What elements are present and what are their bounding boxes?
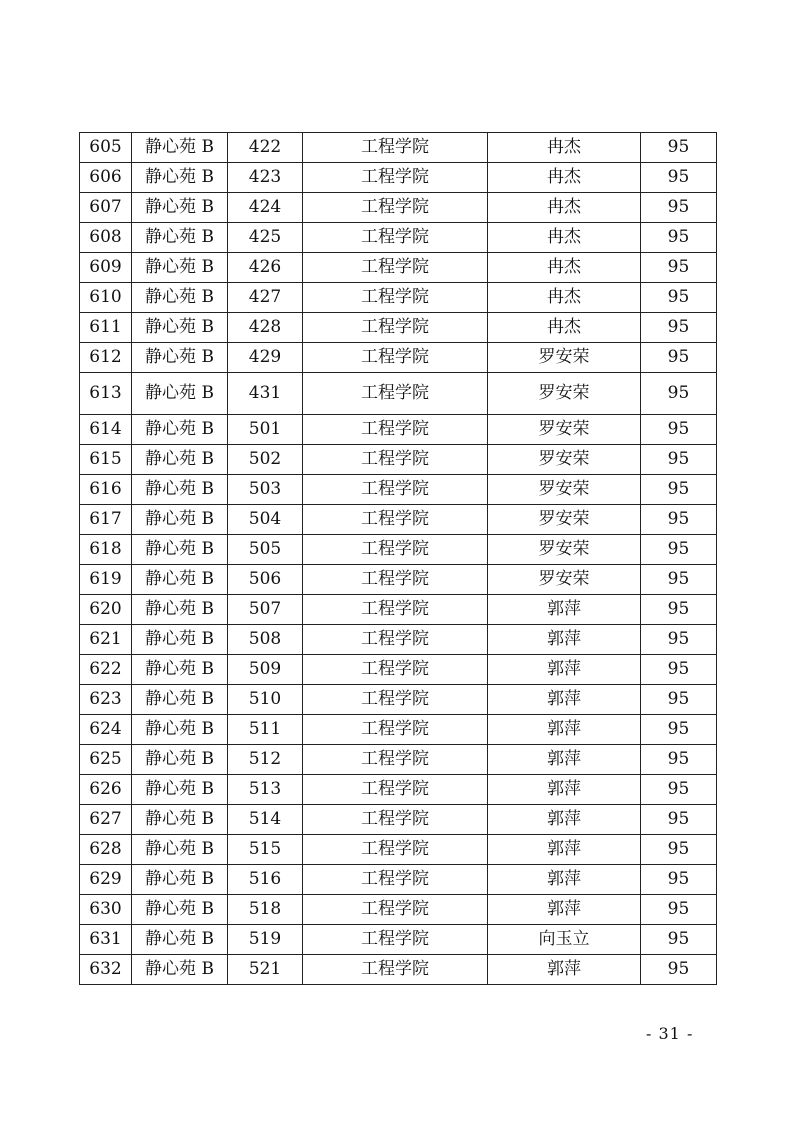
cell-index: 621 bbox=[80, 625, 132, 655]
cell-building: 静心苑 B bbox=[132, 565, 228, 595]
cell-building: 静心苑 B bbox=[132, 745, 228, 775]
cell-index: 627 bbox=[80, 805, 132, 835]
cell-score: 95 bbox=[641, 715, 717, 745]
cell-score: 95 bbox=[641, 685, 717, 715]
cell-score: 95 bbox=[641, 775, 717, 805]
cell-person: 郭萍 bbox=[488, 955, 641, 985]
cell-room: 507 bbox=[228, 595, 303, 625]
table-row bbox=[80, 655, 717, 685]
cell-college: 工程学院 bbox=[303, 565, 488, 595]
cell-score: 95 bbox=[641, 163, 717, 193]
cell-room: 428 bbox=[228, 313, 303, 343]
cell-room: 511 bbox=[228, 715, 303, 745]
cell-score: 95 bbox=[641, 745, 717, 775]
cell-room: 503 bbox=[228, 475, 303, 505]
cell-building: 静心苑 B bbox=[132, 715, 228, 745]
cell-person: 罗安荣 bbox=[488, 565, 641, 595]
cell-room: 425 bbox=[228, 223, 303, 253]
cell-building: 静心苑 B bbox=[132, 163, 228, 193]
table-row bbox=[80, 163, 717, 193]
cell-building: 静心苑 B bbox=[132, 655, 228, 685]
cell-person: 郭萍 bbox=[488, 775, 641, 805]
cell-score: 95 bbox=[641, 625, 717, 655]
table-row bbox=[80, 535, 717, 565]
cell-college: 工程学院 bbox=[303, 445, 488, 475]
cell-score: 95 bbox=[641, 343, 717, 373]
cell-college: 工程学院 bbox=[303, 475, 488, 505]
cell-room: 423 bbox=[228, 163, 303, 193]
cell-score: 95 bbox=[641, 283, 717, 313]
cell-person: 罗安荣 bbox=[488, 475, 641, 505]
cell-person: 罗安荣 bbox=[488, 535, 641, 565]
cell-building: 静心苑 B bbox=[132, 313, 228, 343]
cell-person: 冉杰 bbox=[488, 223, 641, 253]
cell-college: 工程学院 bbox=[303, 253, 488, 283]
cell-index: 626 bbox=[80, 775, 132, 805]
cell-building: 静心苑 B bbox=[132, 133, 228, 163]
table-body bbox=[80, 133, 717, 985]
cell-building: 静心苑 B bbox=[132, 955, 228, 985]
cell-building: 静心苑 B bbox=[132, 343, 228, 373]
cell-room: 509 bbox=[228, 655, 303, 685]
cell-index: 618 bbox=[80, 535, 132, 565]
table-row bbox=[80, 193, 717, 223]
cell-room: 502 bbox=[228, 445, 303, 475]
table-row bbox=[80, 415, 717, 445]
cell-index: 619 bbox=[80, 565, 132, 595]
table-row bbox=[80, 775, 717, 805]
cell-college: 工程学院 bbox=[303, 223, 488, 253]
cell-room: 505 bbox=[228, 535, 303, 565]
cell-person: 郭萍 bbox=[488, 655, 641, 685]
cell-index: 631 bbox=[80, 925, 132, 955]
cell-building: 静心苑 B bbox=[132, 445, 228, 475]
cell-college: 工程学院 bbox=[303, 685, 488, 715]
cell-score: 95 bbox=[641, 505, 717, 535]
table-row bbox=[80, 505, 717, 535]
cell-person: 郭萍 bbox=[488, 865, 641, 895]
cell-index: 624 bbox=[80, 715, 132, 745]
table-row bbox=[80, 445, 717, 475]
cell-room: 510 bbox=[228, 685, 303, 715]
cell-room: 426 bbox=[228, 253, 303, 283]
cell-index: 623 bbox=[80, 685, 132, 715]
cell-college: 工程学院 bbox=[303, 343, 488, 373]
cell-index: 615 bbox=[80, 445, 132, 475]
table-row bbox=[80, 835, 717, 865]
cell-room: 519 bbox=[228, 925, 303, 955]
cell-index: 611 bbox=[80, 313, 132, 343]
cell-room: 501 bbox=[228, 415, 303, 445]
cell-index: 612 bbox=[80, 343, 132, 373]
cell-building: 静心苑 B bbox=[132, 835, 228, 865]
cell-college: 工程学院 bbox=[303, 373, 488, 415]
cell-building: 静心苑 B bbox=[132, 193, 228, 223]
cell-person: 郭萍 bbox=[488, 805, 641, 835]
cell-person: 郭萍 bbox=[488, 745, 641, 775]
cell-index: 628 bbox=[80, 835, 132, 865]
cell-college: 工程学院 bbox=[303, 535, 488, 565]
cell-college: 工程学院 bbox=[303, 163, 488, 193]
cell-college: 工程学院 bbox=[303, 745, 488, 775]
cell-building: 静心苑 B bbox=[132, 223, 228, 253]
cell-score: 95 bbox=[641, 193, 717, 223]
cell-building: 静心苑 B bbox=[132, 415, 228, 445]
cell-person: 冉杰 bbox=[488, 163, 641, 193]
cell-college: 工程学院 bbox=[303, 283, 488, 313]
table-row bbox=[80, 373, 717, 415]
cell-college: 工程学院 bbox=[303, 775, 488, 805]
cell-college: 工程学院 bbox=[303, 835, 488, 865]
cell-room: 431 bbox=[228, 373, 303, 415]
cell-college: 工程学院 bbox=[303, 715, 488, 745]
cell-index: 605 bbox=[80, 133, 132, 163]
cell-room: 515 bbox=[228, 835, 303, 865]
cell-room: 427 bbox=[228, 283, 303, 313]
cell-index: 625 bbox=[80, 745, 132, 775]
cell-person: 罗安荣 bbox=[488, 373, 641, 415]
table-row bbox=[80, 343, 717, 373]
cell-index: 610 bbox=[80, 283, 132, 313]
cell-score: 95 bbox=[641, 565, 717, 595]
cell-college: 工程学院 bbox=[303, 595, 488, 625]
cell-building: 静心苑 B bbox=[132, 775, 228, 805]
cell-person: 罗安荣 bbox=[488, 415, 641, 445]
cell-index: 630 bbox=[80, 895, 132, 925]
cell-building: 静心苑 B bbox=[132, 505, 228, 535]
cell-person: 冉杰 bbox=[488, 313, 641, 343]
cell-score: 95 bbox=[641, 955, 717, 985]
cell-room: 422 bbox=[228, 133, 303, 163]
cell-index: 614 bbox=[80, 415, 132, 445]
cell-index: 608 bbox=[80, 223, 132, 253]
cell-building: 静心苑 B bbox=[132, 895, 228, 925]
cell-score: 95 bbox=[641, 925, 717, 955]
cell-index: 607 bbox=[80, 193, 132, 223]
cell-index: 609 bbox=[80, 253, 132, 283]
table-row bbox=[80, 865, 717, 895]
cell-index: 617 bbox=[80, 505, 132, 535]
cell-index: 616 bbox=[80, 475, 132, 505]
cell-person: 郭萍 bbox=[488, 895, 641, 925]
cell-room: 514 bbox=[228, 805, 303, 835]
cell-score: 95 bbox=[641, 253, 717, 283]
table-row bbox=[80, 745, 717, 775]
cell-person: 向玉立 bbox=[488, 925, 641, 955]
table-row bbox=[80, 133, 717, 163]
cell-person: 冉杰 bbox=[488, 193, 641, 223]
cell-score: 95 bbox=[641, 313, 717, 343]
table-row bbox=[80, 565, 717, 595]
cell-building: 静心苑 B bbox=[132, 475, 228, 505]
cell-college: 工程学院 bbox=[303, 505, 488, 535]
cell-college: 工程学院 bbox=[303, 625, 488, 655]
table-row bbox=[80, 223, 717, 253]
cell-college: 工程学院 bbox=[303, 655, 488, 685]
cell-score: 95 bbox=[641, 835, 717, 865]
cell-score: 95 bbox=[641, 895, 717, 925]
cell-college: 工程学院 bbox=[303, 925, 488, 955]
cell-score: 95 bbox=[641, 445, 717, 475]
cell-building: 静心苑 B bbox=[132, 805, 228, 835]
cell-score: 95 bbox=[641, 865, 717, 895]
cell-building: 静心苑 B bbox=[132, 535, 228, 565]
cell-building: 静心苑 B bbox=[132, 373, 228, 415]
table-row bbox=[80, 925, 717, 955]
cell-building: 静心苑 B bbox=[132, 595, 228, 625]
cell-college: 工程学院 bbox=[303, 313, 488, 343]
cell-room: 504 bbox=[228, 505, 303, 535]
cell-room: 516 bbox=[228, 865, 303, 895]
cell-room: 518 bbox=[228, 895, 303, 925]
cell-score: 95 bbox=[641, 223, 717, 253]
cell-college: 工程学院 bbox=[303, 805, 488, 835]
cell-room: 424 bbox=[228, 193, 303, 223]
cell-building: 静心苑 B bbox=[132, 283, 228, 313]
cell-score: 95 bbox=[641, 133, 717, 163]
cell-room: 506 bbox=[228, 565, 303, 595]
cell-room: 513 bbox=[228, 775, 303, 805]
table-row bbox=[80, 715, 717, 745]
table-row bbox=[80, 685, 717, 715]
cell-index: 629 bbox=[80, 865, 132, 895]
table-row bbox=[80, 805, 717, 835]
cell-building: 静心苑 B bbox=[132, 685, 228, 715]
cell-person: 郭萍 bbox=[488, 595, 641, 625]
cell-index: 622 bbox=[80, 655, 132, 685]
table-row bbox=[80, 313, 717, 343]
cell-person: 郭萍 bbox=[488, 715, 641, 745]
cell-building: 静心苑 B bbox=[132, 625, 228, 655]
cell-person: 郭萍 bbox=[488, 835, 641, 865]
table-row bbox=[80, 625, 717, 655]
cell-college: 工程学院 bbox=[303, 895, 488, 925]
cell-score: 95 bbox=[641, 415, 717, 445]
table-row bbox=[80, 595, 717, 625]
cell-room: 521 bbox=[228, 955, 303, 985]
cell-person: 罗安荣 bbox=[488, 505, 641, 535]
cell-person: 冉杰 bbox=[488, 283, 641, 313]
cell-building: 静心苑 B bbox=[132, 865, 228, 895]
cell-college: 工程学院 bbox=[303, 955, 488, 985]
cell-college: 工程学院 bbox=[303, 193, 488, 223]
table-row bbox=[80, 283, 717, 313]
cell-college: 工程学院 bbox=[303, 865, 488, 895]
cell-person: 郭萍 bbox=[488, 625, 641, 655]
cell-person: 冉杰 bbox=[488, 133, 641, 163]
cell-building: 静心苑 B bbox=[132, 925, 228, 955]
cell-college: 工程学院 bbox=[303, 133, 488, 163]
table-row bbox=[80, 475, 717, 505]
cell-index: 606 bbox=[80, 163, 132, 193]
cell-room: 512 bbox=[228, 745, 303, 775]
cell-index: 632 bbox=[80, 955, 132, 985]
table-row bbox=[80, 253, 717, 283]
cell-person: 罗安荣 bbox=[488, 343, 641, 373]
cell-score: 95 bbox=[641, 655, 717, 685]
data-table bbox=[79, 132, 717, 985]
cell-score: 95 bbox=[641, 475, 717, 505]
cell-score: 95 bbox=[641, 373, 717, 415]
table-row bbox=[80, 895, 717, 925]
cell-college: 工程学院 bbox=[303, 415, 488, 445]
table-row bbox=[80, 955, 717, 985]
cell-person: 冉杰 bbox=[488, 253, 641, 283]
cell-index: 613 bbox=[80, 373, 132, 415]
cell-score: 95 bbox=[641, 535, 717, 565]
cell-person: 郭萍 bbox=[488, 685, 641, 715]
cell-building: 静心苑 B bbox=[132, 253, 228, 283]
cell-room: 429 bbox=[228, 343, 303, 373]
cell-score: 95 bbox=[641, 805, 717, 835]
cell-index: 620 bbox=[80, 595, 132, 625]
cell-score: 95 bbox=[641, 595, 717, 625]
cell-person: 罗安荣 bbox=[488, 445, 641, 475]
cell-room: 508 bbox=[228, 625, 303, 655]
page-number: - 31 - bbox=[646, 1024, 694, 1043]
